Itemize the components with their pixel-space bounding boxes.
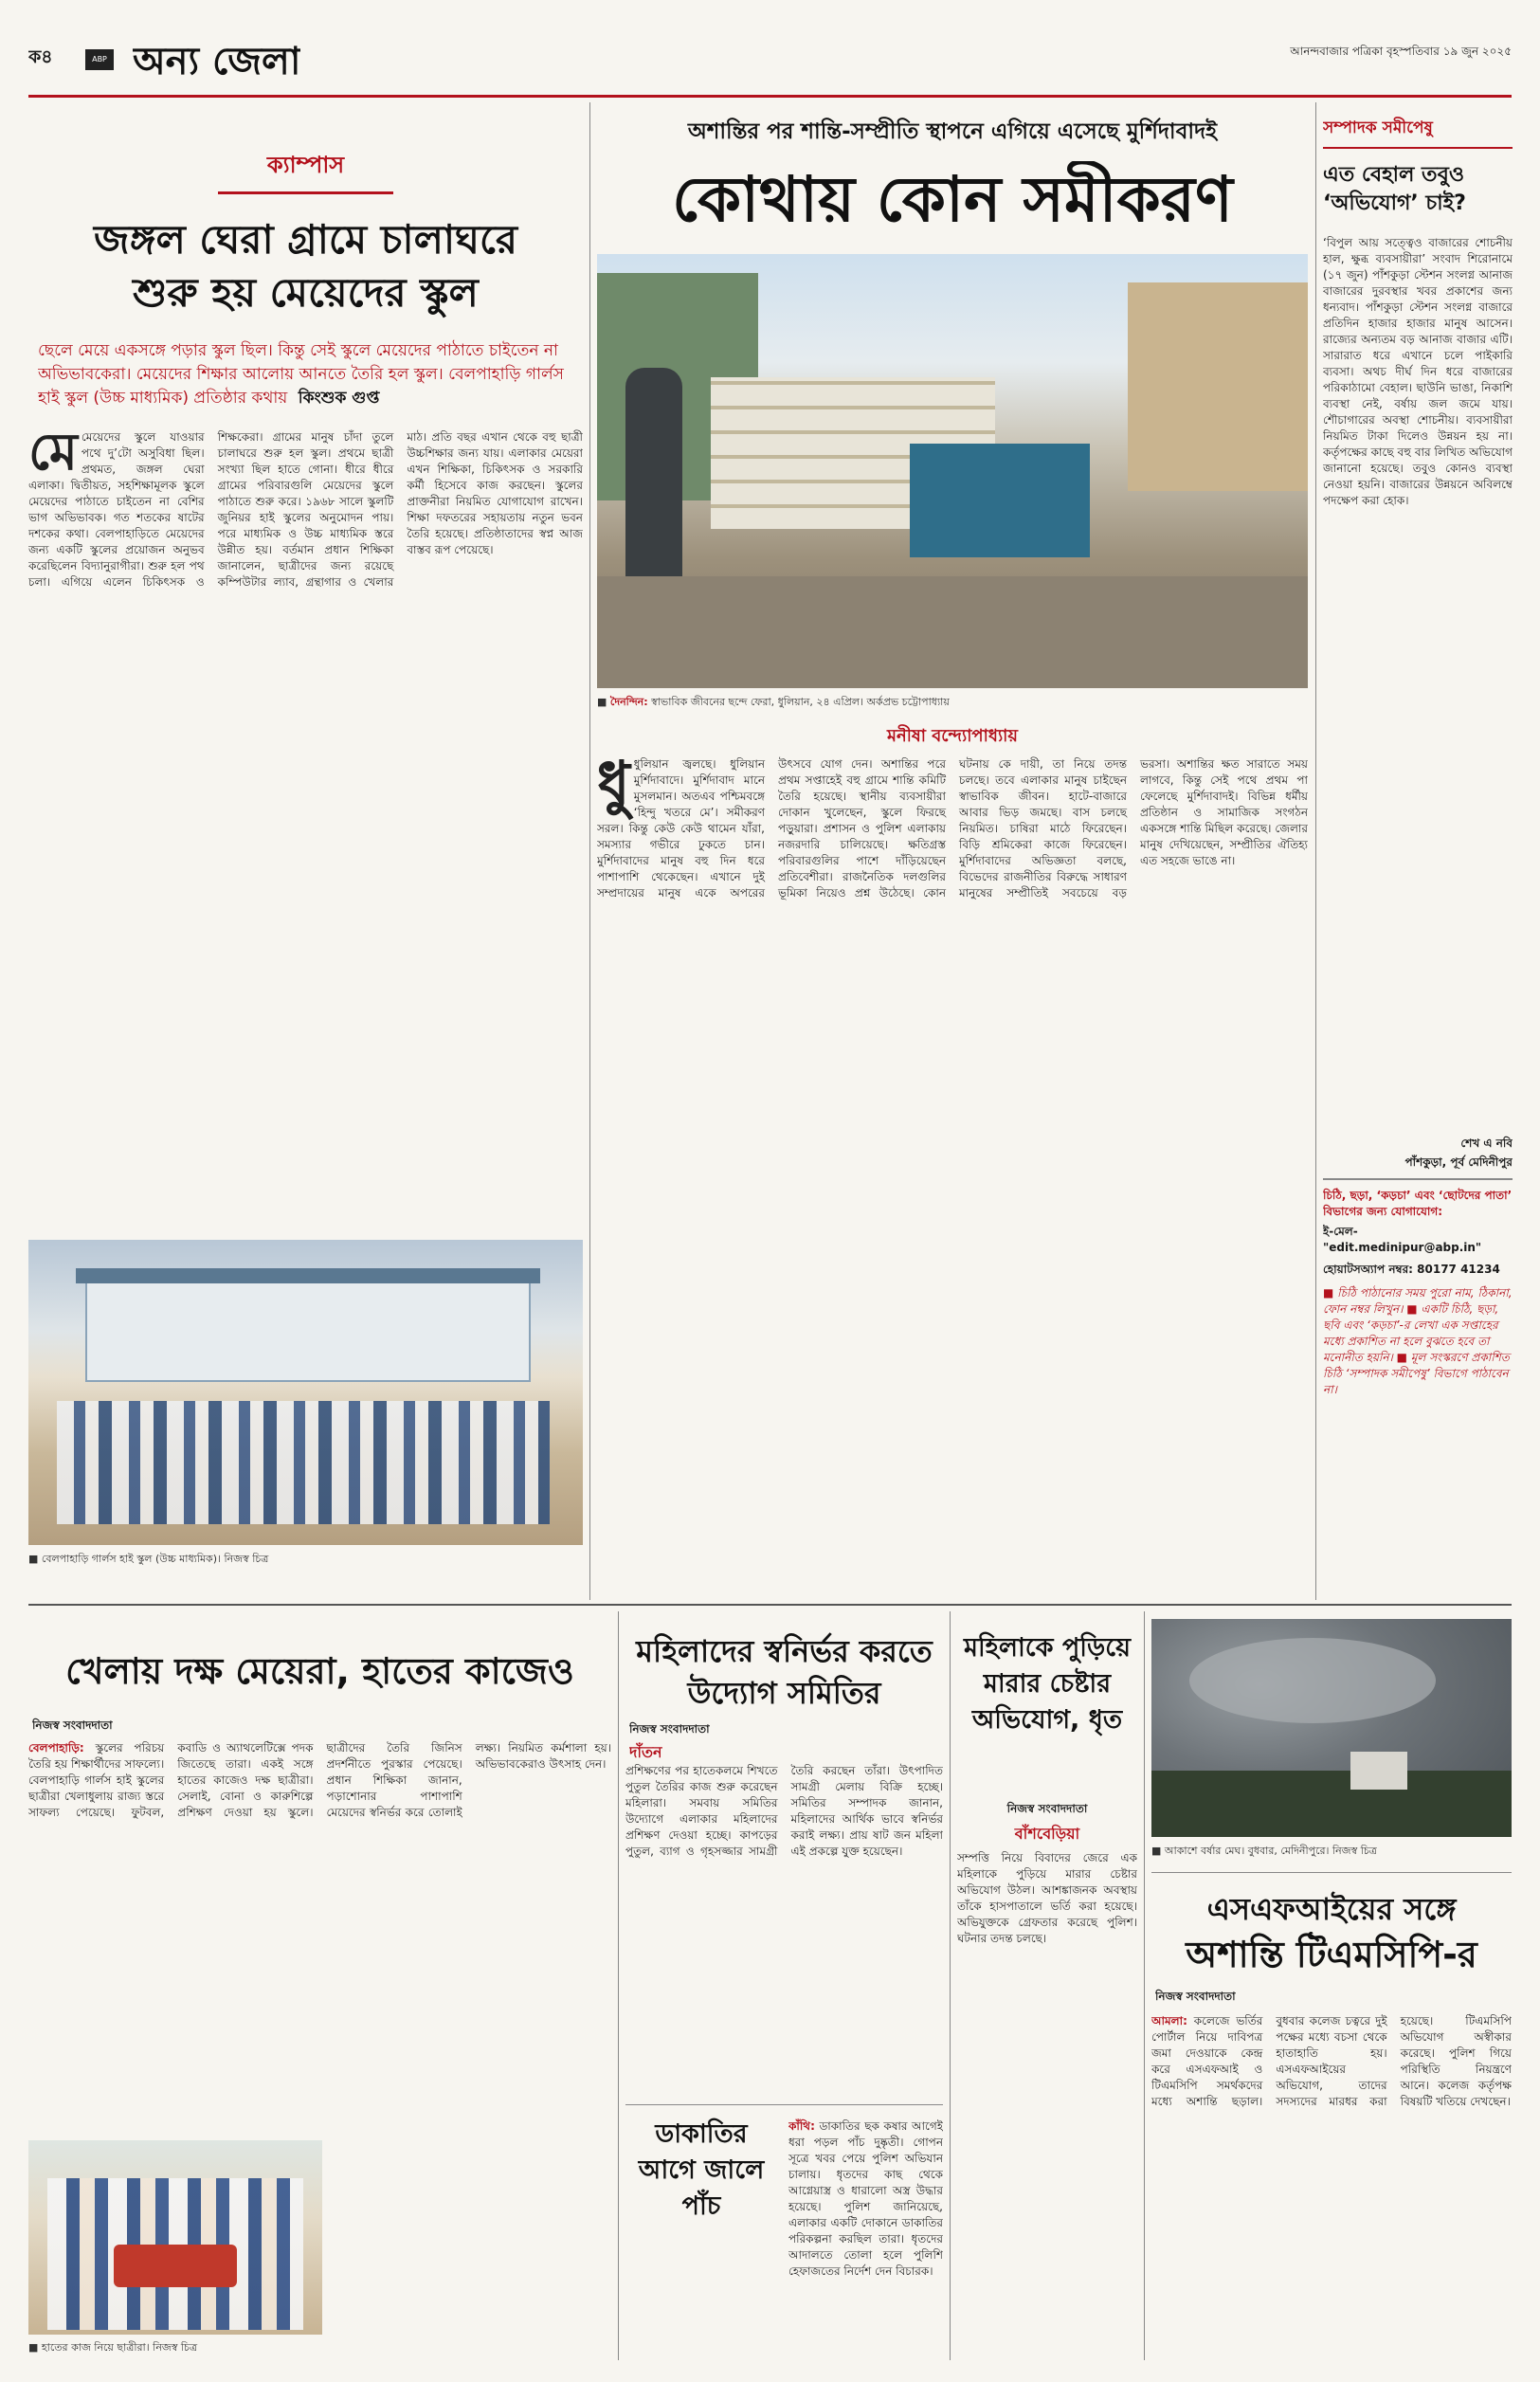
sky-photo [1151, 1619, 1512, 1837]
sfi-headline-1: এসএফআইয়ের সঙ্গে [1206, 1891, 1457, 1927]
campus-body [28, 429, 583, 1230]
building-shape [1350, 1752, 1407, 1790]
sports-byline: নিজস্ব সংবাদদাতা [32, 1718, 113, 1732]
lead-body [597, 756, 1308, 1600]
sfi-headline-2: অশান্তি টিএমসিপি-র [1186, 1934, 1477, 1975]
dacoity-body-text: ডাকাতির ছক কষার আগেই ধরা পড়ল পাঁচ দুষ্কৃতী। গোপন সূত্রে খবর পেয়ে পুলিশ অভিযান চালায়। ধৃতদের কাছ থেকে আগ্নেয়াস্ত্র ও ধারালো অস্ত্র উদ্ধার হয়েছে। পুলিশ জানিয়েছে, এলাকার একটি দোকানে ডাকাতির পরিকল্পনা করছিল তারা। ধৃতদের আদালতে তোলা হলে পুলিশি হেফাজতের নির্দেশ দেন বিচারক। [788, 2119, 943, 2278]
campus-headline-1: জঙ্গল ঘেরা গ্রামে চালাঘরে [94, 216, 517, 263]
women-byline: নিজস্ব সংবাদদাতা [629, 1722, 710, 1736]
sfi-body [1151, 2013, 1512, 2355]
sports-photo-caption-text: হাতের কাজ নিয়ে ছাত্রীরা। নিজস্ব চিত্র [41, 2341, 198, 2354]
page-number: ক৪ [28, 46, 53, 67]
burn-place: বাঁশবেড়িয়া [1014, 1825, 1080, 1843]
editor-kicker: সম্পাদক সমীপেষু [1323, 116, 1513, 149]
editor-notice-title: চিঠি, ছড়া, ‘কড়চা’ এবং ‘ছোটদের পাতা’ বিভাগের জন্য যোগাযোগ: [1323, 1189, 1513, 1218]
dacoity-body [788, 2118, 943, 2355]
bottom-rule-3 [1144, 1611, 1145, 2360]
campus-photo [28, 1240, 583, 1545]
sports-body [28, 1740, 611, 2127]
editor-whatsapp: হোয়াটসঅ্যাপ নম্বর: 80177 41234 [1323, 1263, 1500, 1276]
statue-shape [625, 368, 682, 586]
school-roof-shape [76, 1268, 540, 1283]
students-group-shape [57, 1401, 550, 1524]
editor-body: ‘বিপুল আয় সত্ত্বেও বাজারের শোচনীয় হাল, ক্ষুব্ধ ব্যবসায়ীরা’ সংবাদ শিরোনামে (১৭ জুন) পাঁশকুড়া স্টেশন সংলগ্ন আনাজ বাজারের দুরবস্থার খবর প্রকাশের জন্য ধন্যবাদ। পাঁশকুড়া স্টেশন সংলগ্ন বাজারে প্রতিদিন হাজার হাজার মানুষ আসেন। রাজ্যের অন্যতম বড় আনাজ বাজার এটি। সারারাত ধরে এখানে চলে পাইকারি ব্যবসা। অথচ দীর্ঘ দিন ধরে বাজারের পরিকাঠামো বেহাল। ছাউনি ভাঙা, নিকাশি ব্যবস্থা নেই, বর্ষায় জল জমে যায়। শৌচাগারের অবস্থা শোচনীয়। ব্যবসায়ীরা নিয়মিত টাকা দিলেও উন্নয়ন হয় না। কর্তৃপক্ষের কাছে বহু বার লিখিত অভিযোগ জানানো হয়েছে। তবুও কোনও ব্যবস্থা নেওয়া হয়নি। বাজারের উন্নয়নে অবিলম্বে পদক্ষেপ করা হোক। [1323, 236, 1513, 507]
campus-headline-2: শুরু হয় মেয়েদের স্কুল [133, 269, 479, 316]
sports-headline: খেলায় দক্ষ মেয়েরা, হাতের কাজেও [65, 1650, 574, 1692]
lead-body-text: ধুলিয়ান জ্বলছে। ধুলিয়ান মুর্শিদাবাদে। মুর্শিদাবাদ মানে মুসলমান। অতএব পশ্চিমবঙ্গে ‘হিন্দু খতরে মে’। সমীকরণ সরল। কিন্তু কেউ কেউ থামেন যাঁরা, সমস্যার গভীরে ঢুকতে চান। মুর্শিদাবাদের মানুষ বহু দিন ধরে পাশাপাশি থেকেছেন। এখানে দুই সম্প্রদায়ের মানুষ একে অপরের উৎসবে যোগ দেন। অশান্তির পরে প্রথম সপ্তাহেই বহু গ্রামে শান্তি কমিটি তৈরি হয়েছে। স্থানীয় ব্যবসায়ীরা দোকান খুলেছেন, স্কুলে ফিরছে পড়ুয়ারা। প্রশাসন ও পুলিশ এলাকায় নজরদারি চালিয়েছে। ক্ষতিগ্রস্ত পরিবারগুলির পাশে দাঁড়িয়েছেন প্রতিবেশীরা। রাজনৈতিক দলগুলির ভূমিকা নিয়েও প্রশ্ন উঠেছে। কোন ঘটনায় কে দায়ী, তা নিয়ে তদন্ত চলছে। তবে এলাকার মানুষ চাইছেন স্বাভাবিক জীবন। হাটে-বাজারে আবার ভিড় জমছে। বাস চলছে নিয়মিত। চাষিরা মাঠে ফিরেছেন। বিড়ি শ্রমিকেরা কাজে ফিরেছেন। মুর্শিদাবাদের অভিজ্ঞতা বলছে, বিভেদের রাজনীতির বিরুদ্ধে সাধারণ মানুষের সম্প্রীতিই সবচেয়ে বড় ভরসা। অশান্তির ক্ষত সারাতে সময় লাগবে, কিন্তু সেই পথে প্রথম পা ফেলেছে মুর্শিদাবাদই। বিভিন্ন ধর্মীয় প্রতিষ্ঠান ও সামাজিক সংগঠন একসঙ্গে শান্তি মিছিল করেছে। জেলার মানুষ দেখিয়েছেন, সম্প্রীতির ঐতিহ্য এত সহজে ভাঙে না। [597, 757, 1308, 900]
lead-headline: কোথায় কোন সমীকরণ [672, 163, 1233, 236]
burn-body: সম্পত্তি নিয়ে বিবাদের জেরে এক মহিলাকে পুড়িয়ে মারার চেষ্টার অভিযোগ উঠল। আশঙ্কাজনক অবস্থায় তাঁকে হাসপাতালে ভর্তি করা হয়েছে। অভিযুক্তকে গ্রেফতার করেছে পুলিশ। ঘটনার তদন্ত চলছে। [957, 1851, 1137, 1945]
sky-photo-caption-text: আকাশে বর্ষার মেঘ। বুধবার, মেদিনীপুরে। নিজস্ব চিত্র [1164, 1845, 1377, 1857]
column-rule-left [589, 102, 590, 1600]
masthead [28, 38, 1512, 93]
editor-signature: শেখ এ নবি পাঁশকুড়া, পূর্ব মেদিনীপুর [1404, 1136, 1513, 1169]
masthead-rule [28, 95, 1512, 98]
lead-photo-caption: ■ দৈনন্দিন: স্বাভাবিক জীবনের ছন্দে ফেরা, ধুলিয়ান, ২৪ এপ্রিল। অর্কপ্রভ চট্টোপাধ্যায় [597, 696, 950, 708]
campus-dropcap: মে [28, 429, 78, 482]
editor-email[interactable]: ই-মেল- "edit.medinipur@abp.in" [1323, 1225, 1482, 1254]
campus-photo-caption-text: বেলপাহাড়ি গার্লস হাই স্কুল (উচ্চ মাধ্যমিক)। নিজস্ব চিত্র [41, 1553, 269, 1565]
women-body: প্রশিক্ষণের পর হাতেকলমে শিখতে পুতুল তৈরির কাজ শুরু করেছেন মহিলারা। সমবায় সমিতির উদ্যোগে এলাকার মহিলাদের প্রশিক্ষণ দেওয়া হচ্ছে। কাপড়ের পুতুল, ব্যাগ ও গৃহসজ্জার সামগ্রী তৈরি করছেন তাঁরা। উৎপাদিত সামগ্রী মেলায় বিক্রি হচ্ছে। সমিতির সম্পাদক জানান, মহিলাদের আর্থিক ভাবে স্বনির্ভর করাই লক্ষ্য। প্রায় ষাট জন মহিলা এই প্রকল্পে যুক্ত হয়েছেন। [625, 1764, 943, 1858]
lead-dropcap: ধু [597, 756, 630, 817]
sfi-story [1151, 1872, 1512, 2360]
dacoity-story [625, 2104, 943, 2360]
editor-notice-rule [1323, 1178, 1513, 1180]
sports-photo [28, 2140, 322, 2335]
section-rule [28, 1604, 1512, 1606]
sfi-byline: নিজস্ব সংবাদদাতা [1155, 1990, 1236, 2003]
lead-photo-caption-label: দৈনন্দিন: [609, 696, 648, 708]
column-rule-right [1315, 102, 1316, 1600]
building-right-shape [1128, 282, 1308, 491]
lead-photo-caption-text: স্বাভাবিক জীবনের ছন্দে ফেরা, ধুলিয়ান, ২৪ এপ্রিল। অর্কপ্রভ চট্টোপাধ্যায় [651, 696, 950, 708]
lead-story [597, 102, 1308, 1600]
sfi-body-text: কলেজে ভর্তির পোর্টাল নিয়ে দাবিপত্র জমা দেওয়াকে কেন্দ্র করে এসএফআই ও টিএমসিপি সমর্থকদের মধ্যে অশান্তি ছড়াল। বুধবার কলেজ চত্বরে দুই পক্ষের মধ্যে বচসা থেকে হাতাহাতি হয়। এসএফআইয়ের অভিযোগ, তাদের সদস্যদের মারধর করা হয়েছে। টিএমসিপি অভিযোগ অস্বীকার করেছে। পুলিশ গিয়ে পরিস্থিতি নিয়ন্ত্রণে আনে। কলেজ কর্তৃপক্ষ বিষয়টি খতিয়ে দেখছেন। [1151, 2014, 1512, 2108]
campus-kicker: ক্যাম্পাস [218, 148, 393, 194]
sfi-dateline: আমলা: [1151, 2014, 1187, 2027]
school-building-shape [85, 1278, 531, 1382]
truck-shape [910, 444, 1090, 557]
masthead-logo-icon: ABP [85, 49, 114, 70]
campus-photo-caption: ■ বেলপাহাড়ি গার্লস হাই স্কুল (উচ্চ মাধ্যমিক)। নিজস্ব চিত্র [28, 1553, 269, 1565]
editor-notice [1323, 1188, 1513, 1398]
cloud-shape [1189, 1638, 1436, 1723]
campus-author: কিংশুক গুপ্ত [298, 389, 380, 408]
sports-story [28, 1611, 611, 2360]
campus-body-text: মেয়েদের স্কুলে যাওয়ার পথে দু’টো অসুবিধা ছিল। প্রথমত, জঙ্গল ঘেরা এলাকা। দ্বিতীয়ত, সহশিক্ষামূলক স্কুলে মেয়েদের পাঠাতে চাইতেন না বেশির ভাগ অভিভাবক। গত শতকের ষাটের দশকের কথা। বেলপাহাড়িতে মেয়েদের জন্য একটি স্কুলের প্রয়োজন অনুভব করেছিলেন বিদ্যানুরাগীরা। শুরু হল পথ চলা। এগিয়ে এলেন চিকিৎসক ও শিক্ষকেরা। গ্রামের মানুষ চাঁদা তুলে চালাঘরে শুরু হল স্কুল। প্রথমে ছাত্রী সংখ্যা ছিল হাতে গোনা। ধীরে ধীরে গ্রামের পরিবারগুলি মেয়েদের স্কুলে পাঠাতে শুরু করে। ১৯৬৮ সালে স্কুলটি জুনিয়র হাই স্কুলের অনুমোদন পায়। পরে মাধ্যমিক ও উচ্চ মাধ্যমিক স্তরে উন্নীত হয়। বর্তমান প্রধান শিক্ষিকা জানালেন, ছাত্রীদের জন্য রয়েছে কম্পিউটার ল্যাব, গ্রন্থাগার ও খেলার মাঠ। প্রতি বছর এখান থেকে বহু ছাত্রী উচ্চশিক্ষার জন্য যায়। এলাকার মেয়েরা এখন শিক্ষিকা, চিকিৎসক ও সরকারি কর্মী হিসেবে কাজ করছেন। স্কুলের প্রাক্তনীরা নিয়মিত যোগাযোগ রাখেন। শিক্ষা দফতরের সহায়তায় নতুন ভবন তৈরি হয়েছে। প্রতিষ্ঠাতাদের স্বপ্ন আজ বাস্তব রূপ পেয়েছে। [28, 430, 583, 589]
road-shape [597, 576, 1308, 688]
section-title: অন্য জেলা [133, 40, 301, 83]
editor-notes: ■ চিঠি পাঠানোর সময় পুরো নাম, ঠিকানা, ফোন নম্বর লিখুন। ■ একটি চিঠি, ছড়া, ছবি এবং ‘কড়চা’-র লেখা এক সপ্তাহের মধ্যে প্রকাশিত না হলে বুঝতে হবে তা মনোনীত হয়নি। ■ মূল সংস্করণে প্রকাশিত চিঠি ‘সম্পাদক সমীপেষু’ বিভাগে পাঠাবেন না। [1323, 1286, 1513, 1396]
craft-items-shape [114, 2245, 237, 2287]
sports-dateline: বেলপাহাড়ি: [28, 1741, 84, 1755]
sports-body-text: স্কুলের পরিচয় তৈরি হয় শিক্ষার্থীদের সাফল্যে। বেলপাহাড়ি গার্লস হাই স্কুলের ছাত্রীরা খেলাধুলায় রাজ্য স্তরে সাফল্য পেয়েছে। ফুটবল, কবাডি ও অ্যাথলেটিক্সে পদক জিতেছে তারা। একই সঙ্গে হাতের কাজেও দক্ষ ছাত্রীরা। সেলাই, বোনা ও কারুশিল্পে প্রশিক্ষণ দেওয়া হয় স্কুলে। ছাত্রীদের তৈরি জিনিস প্রদর্শনীতে পুরস্কার পেয়েছে। প্রধান শিক্ষিকা জানান, পড়াশোনার পাশাপাশি মেয়েদের স্বনির্ভর করে তোলাই লক্ষ্য। নিয়মিত কর্মশালা হয়। অভিভাবকেরাও উৎসাহ দেন। [28, 1741, 611, 1819]
dacoity-headline: ডাকাতির আগে জালে পাঁচ [638, 2119, 765, 2221]
burn-story [957, 1611, 1137, 2360]
sports-photo-caption: ■ হাতের কাজ নিয়ে ছাত্রীরা। নিজস্ব চিত্র [28, 2341, 198, 2354]
dacoity-dateline: কাঁথি: [788, 2119, 815, 2133]
editor-letters [1323, 102, 1513, 1600]
campus-intro [38, 339, 573, 410]
women-story [625, 1611, 943, 2104]
lead-author: মনীষা বন্দ্যোপাধ্যায় [886, 726, 1018, 746]
lead-kicker: অশান্তির পর শান্তি-সম্প্রীতি স্থাপনে এগিয়ে এসেছে মুর্শিদাবাদই [687, 119, 1218, 144]
campus-story [28, 102, 583, 1600]
paper-date: আনন্দবাজার পত্রিকা বৃহস্পতিবার ১৯ জুন ২০২৫ [1290, 45, 1512, 58]
bottom-rule-1 [618, 1611, 619, 2360]
women-headline: মহিলাদের স্বনির্ভর করতে উদ্যোগ সমিতির [636, 1633, 933, 1711]
campus-intro-text: ছেলে মেয়ে একসঙ্গে পড়ার স্কুল ছিল। কিন্তু সেই স্কুলে মেয়েদের পাঠাতে চাইতেন না অভিভাবকেরা। মেয়েদের শিক্ষার আলোয় আনতে তৈরি হল স্কুল। বেলপাহাড়ি গার্লস হাই স্কুল (উচ্চ মাধ্যমিক) প্রতিষ্ঠার কথায় [38, 341, 564, 408]
trees-shape [1151, 1771, 1512, 1837]
women-place: দাঁতন [629, 1743, 662, 1761]
bottom-rule-2 [950, 1611, 951, 2360]
sky-photo-caption: ■ আকাশে বর্ষার মেঘ। বুধবার, মেদিনীপুরে। নিজস্ব চিত্র [1151, 1845, 1377, 1857]
burn-headline: মহিলাকে পুড়িয়ে মারার চেষ্টার অভিযোগ, ধৃত [963, 1633, 1132, 1735]
burn-byline: নিজস্ব সংবাদদাতা [1006, 1802, 1088, 1815]
lead-photo [597, 254, 1308, 688]
editor-headline: এত বেহাল তবুও ‘অভিযোগ’ চাই? [1323, 163, 1466, 215]
